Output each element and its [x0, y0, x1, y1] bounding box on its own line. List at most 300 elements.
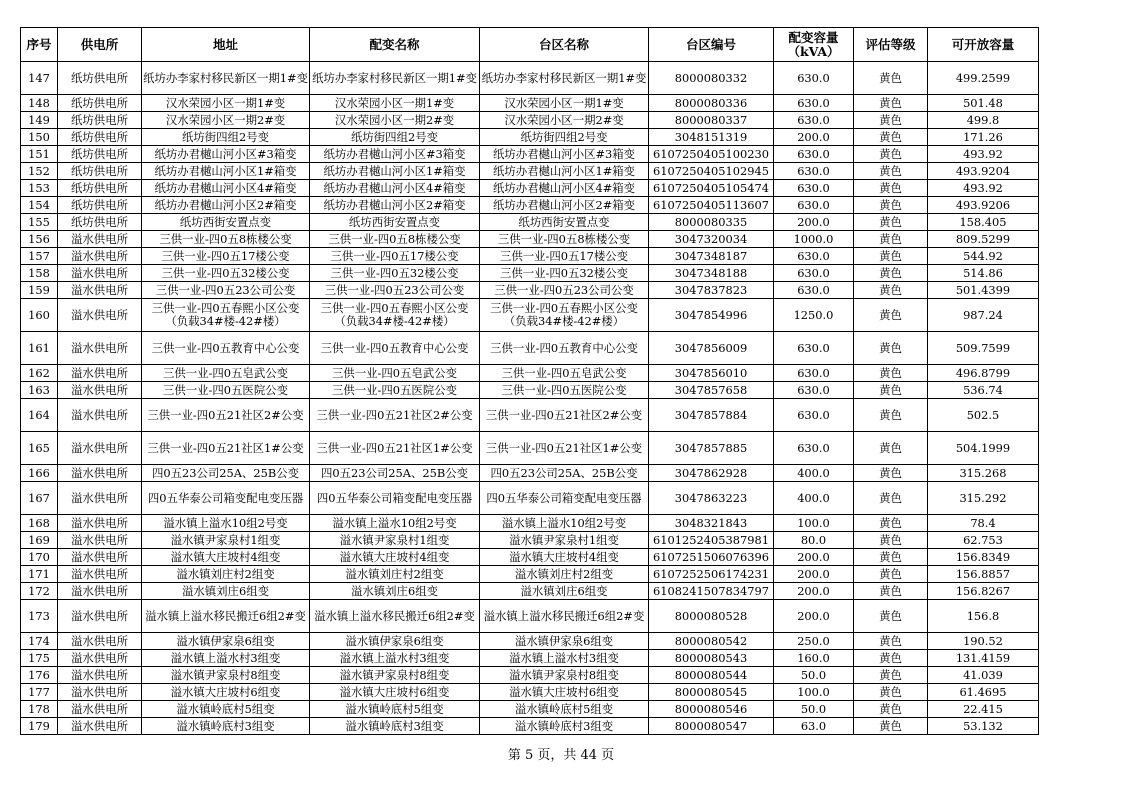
- cell-station: 溢水供电所: [58, 684, 142, 701]
- cell-station: 溢水供电所: [58, 566, 142, 583]
- table-row: [21, 566, 1039, 583]
- cell-level: 黄色: [854, 365, 928, 382]
- cell-code: 3048151319: [649, 129, 774, 146]
- cell-code: 8000080544: [649, 667, 774, 684]
- cell-address: 溢水镇岭底村5组变: [142, 701, 310, 718]
- cell-open: 131.4159: [928, 650, 1039, 667]
- header-station: 供电所: [58, 28, 142, 62]
- cell-no: 172: [21, 583, 58, 600]
- cell-no: 164: [21, 399, 58, 432]
- cell-capacity: 100.0: [774, 684, 854, 701]
- cell-open: 190.52: [928, 633, 1039, 650]
- cell-capacity: 630.0: [774, 399, 854, 432]
- cell-level: 黄色: [854, 633, 928, 650]
- cell-station: 纸坊供电所: [58, 214, 142, 231]
- table-row: [21, 299, 1039, 332]
- cell-address: 四0五华泰公司箱变配电变压器: [142, 482, 310, 515]
- cell-area: 三供一业-四0五8栋楼公变: [480, 231, 649, 248]
- cell-level: 黄色: [854, 583, 928, 600]
- cell-transformer: 溢水镇刘庄6组变: [310, 583, 480, 600]
- cell-transformer: 四0五23公司25A、25B公变: [310, 465, 480, 482]
- cell-code: 3047320034: [649, 231, 774, 248]
- cell-area: 纸坊办李家村移民新区一期1#变: [480, 62, 649, 95]
- cell-no: 159: [21, 282, 58, 299]
- header-address: 地址: [142, 28, 310, 62]
- header-open: 可开放容量: [928, 28, 1039, 62]
- cell-no: 177: [21, 684, 58, 701]
- table-row: [21, 532, 1039, 549]
- cell-no: 147: [21, 62, 58, 95]
- cell-code: 8000080545: [649, 684, 774, 701]
- cell-level: 黄色: [854, 282, 928, 299]
- cell-station: 溢水供电所: [58, 718, 142, 735]
- table-row: [21, 163, 1039, 180]
- cell-station: 溢水供电所: [58, 701, 142, 718]
- cell-level: 黄色: [854, 332, 928, 365]
- cell-area: 汉水荣园小区一期2#变: [480, 112, 649, 129]
- cell-capacity: 630.0: [774, 382, 854, 399]
- cell-code: 8000080546: [649, 701, 774, 718]
- cell-capacity: 630.0: [774, 282, 854, 299]
- cell-capacity: 630.0: [774, 146, 854, 163]
- cell-transformer: 三供一业-四0五春熙小区公变（负载34#楼-42#楼）: [310, 299, 480, 332]
- cell-code: 3047863223: [649, 482, 774, 515]
- capacity-table: [20, 27, 1039, 735]
- cell-area: 四0五华泰公司箱变配电变压器: [480, 482, 649, 515]
- cell-level: 黄色: [854, 566, 928, 583]
- cell-code: 3047857658: [649, 382, 774, 399]
- cell-address: 溢水镇上溢水村3组变: [142, 650, 310, 667]
- cell-level: 黄色: [854, 129, 928, 146]
- cell-station: 溢水供电所: [58, 633, 142, 650]
- cell-station: 溢水供电所: [58, 332, 142, 365]
- cell-address: 溢水镇尹家泉村1组变: [142, 532, 310, 549]
- cell-code: 8000080543: [649, 650, 774, 667]
- cell-address: 纸坊街四组2号变: [142, 129, 310, 146]
- cell-open: 41.039: [928, 667, 1039, 684]
- cell-station: 溢水供电所: [58, 365, 142, 382]
- cell-area: 溢水镇岭底村3组变: [480, 718, 649, 735]
- cell-transformer: 四0五华泰公司箱变配电变压器: [310, 482, 480, 515]
- table-row: [21, 650, 1039, 667]
- cell-transformer: 纸坊办君樾山河小区1#箱变: [310, 163, 480, 180]
- cell-code: 3048321843: [649, 515, 774, 532]
- cell-transformer: 溢水镇尹家泉村8组变: [310, 667, 480, 684]
- cell-transformer: 溢水镇伊家泉6组变: [310, 633, 480, 650]
- cell-transformer: 纸坊办君樾山河小区#3箱变: [310, 146, 480, 163]
- table-row: [21, 633, 1039, 650]
- cell-station: 纸坊供电所: [58, 146, 142, 163]
- table-row: [21, 112, 1039, 129]
- cell-code: 3047856010: [649, 365, 774, 382]
- cell-open: 156.8267: [928, 583, 1039, 600]
- cell-area: 溢水镇岭底村5组变: [480, 701, 649, 718]
- cell-capacity: 63.0: [774, 718, 854, 735]
- cell-capacity: 200.0: [774, 549, 854, 566]
- cell-station: 溢水供电所: [58, 465, 142, 482]
- cell-area: 纸坊西街安置点变: [480, 214, 649, 231]
- cell-transformer: 三供一业-四0五32楼公变: [310, 265, 480, 282]
- cell-open: 501.4399: [928, 282, 1039, 299]
- cell-no: 149: [21, 112, 58, 129]
- table-row: [21, 382, 1039, 399]
- cell-code: 8000080336: [649, 95, 774, 112]
- cell-capacity: 200.0: [774, 214, 854, 231]
- cell-no: 179: [21, 718, 58, 735]
- cell-station: 纸坊供电所: [58, 112, 142, 129]
- cell-code: 3047348188: [649, 265, 774, 282]
- cell-level: 黄色: [854, 163, 928, 180]
- cell-no: 162: [21, 365, 58, 382]
- cell-level: 黄色: [854, 650, 928, 667]
- cell-code: 3047857885: [649, 432, 774, 465]
- cell-no: 160: [21, 299, 58, 332]
- cell-station: 溢水供电所: [58, 515, 142, 532]
- cell-capacity: 630.0: [774, 197, 854, 214]
- cell-station: 纸坊供电所: [58, 62, 142, 95]
- cell-capacity: 630.0: [774, 180, 854, 197]
- cell-code: 6107250405113607: [649, 197, 774, 214]
- table-row: [21, 549, 1039, 566]
- cell-capacity: 100.0: [774, 515, 854, 532]
- cell-area: 溢水镇上溢水10组2号变: [480, 515, 649, 532]
- cell-level: 黄色: [854, 197, 928, 214]
- cell-level: 黄色: [854, 231, 928, 248]
- cell-area: 三供一业-四0五21社区1#公变: [480, 432, 649, 465]
- cell-code: 3047856009: [649, 332, 774, 365]
- cell-no: 158: [21, 265, 58, 282]
- cell-area: 纸坊办君樾山河小区2#箱变: [480, 197, 649, 214]
- cell-open: 62.753: [928, 532, 1039, 549]
- table-row: [21, 231, 1039, 248]
- cell-code: 6108241507834797: [649, 583, 774, 600]
- table-row: [21, 332, 1039, 365]
- cell-station: 溢水供电所: [58, 399, 142, 432]
- cell-level: 黄色: [854, 146, 928, 163]
- cell-area: 三供一业-四0五23公司公变: [480, 282, 649, 299]
- cell-transformer: 溢水镇上溢水10组2号变: [310, 515, 480, 532]
- cell-capacity: 200.0: [774, 566, 854, 583]
- cell-address: 纸坊办君樾山河小区1#箱变: [142, 163, 310, 180]
- cell-level: 黄色: [854, 515, 928, 532]
- cell-level: 黄色: [854, 399, 928, 432]
- cell-capacity: 630.0: [774, 112, 854, 129]
- cell-station: 溢水供电所: [58, 248, 142, 265]
- table-row: [21, 667, 1039, 684]
- table-row: [21, 197, 1039, 214]
- cell-open: 987.24: [928, 299, 1039, 332]
- table-row: [21, 95, 1039, 112]
- table-row: [21, 583, 1039, 600]
- cell-area: 纸坊街四组2号变: [480, 129, 649, 146]
- cell-transformer: 溢水镇尹家泉村1组变: [310, 532, 480, 549]
- cell-code: 3047837823: [649, 282, 774, 299]
- cell-no: 153: [21, 180, 58, 197]
- cell-station: 纸坊供电所: [58, 129, 142, 146]
- cell-open: 509.7599: [928, 332, 1039, 365]
- cell-transformer: 溢水镇岭底村3组变: [310, 718, 480, 735]
- cell-no: 169: [21, 532, 58, 549]
- cell-no: 167: [21, 482, 58, 515]
- cell-station: 溢水供电所: [58, 667, 142, 684]
- cell-no: 154: [21, 197, 58, 214]
- cell-area: 溢水镇尹家泉村8组变: [480, 667, 649, 684]
- cell-level: 黄色: [854, 701, 928, 718]
- cell-open: 61.4695: [928, 684, 1039, 701]
- cell-address: 溢水镇上溢水移民搬迁6组2#变: [142, 600, 310, 633]
- cell-capacity: 630.0: [774, 62, 854, 95]
- header-area: 台区名称: [480, 28, 649, 62]
- table-row: [21, 180, 1039, 197]
- cell-area: 纸坊办君樾山河小区1#箱变: [480, 163, 649, 180]
- header-transformer: 配变名称: [310, 28, 480, 62]
- table-header-row: [21, 28, 1039, 62]
- cell-capacity: 80.0: [774, 532, 854, 549]
- cell-open: 499.8: [928, 112, 1039, 129]
- cell-address: 三供一业-四0五32楼公变: [142, 265, 310, 282]
- cell-code: 8000080542: [649, 633, 774, 650]
- cell-no: 165: [21, 432, 58, 465]
- cell-transformer: 三供一业-四0五21社区2#公变: [310, 399, 480, 432]
- cell-no: 163: [21, 382, 58, 399]
- cell-capacity: 50.0: [774, 701, 854, 718]
- cell-open: 53.132: [928, 718, 1039, 735]
- cell-no: 174: [21, 633, 58, 650]
- cell-code: 6107252506174231: [649, 566, 774, 583]
- cell-open: 156.8857: [928, 566, 1039, 583]
- header-no: 序号: [21, 28, 58, 62]
- cell-area: 三供一业-四0五17楼公变: [480, 248, 649, 265]
- cell-transformer: 三供一业-四0五17楼公变: [310, 248, 480, 265]
- table-row: [21, 282, 1039, 299]
- cell-open: 493.9206: [928, 197, 1039, 214]
- cell-no: 173: [21, 600, 58, 633]
- cell-address: 四0五23公司25A、25B公变: [142, 465, 310, 482]
- cell-station: 溢水供电所: [58, 532, 142, 549]
- cell-capacity: 250.0: [774, 633, 854, 650]
- cell-code: 8000080547: [649, 718, 774, 735]
- cell-address: 汉水荣园小区一期1#变: [142, 95, 310, 112]
- table-row: [21, 265, 1039, 282]
- cell-area: 纸坊办君樾山河小区4#箱变: [480, 180, 649, 197]
- cell-area: 溢水镇刘庄村2组变: [480, 566, 649, 583]
- cell-transformer: 溢水镇刘庄村2组变: [310, 566, 480, 583]
- cell-capacity: 50.0: [774, 667, 854, 684]
- cell-capacity: 630.0: [774, 332, 854, 365]
- header-code: 台区编号: [649, 28, 774, 62]
- cell-capacity: 160.0: [774, 650, 854, 667]
- cell-level: 黄色: [854, 382, 928, 399]
- table-row: [21, 684, 1039, 701]
- cell-no: 178: [21, 701, 58, 718]
- cell-station: 溢水供电所: [58, 482, 142, 515]
- header-level: 评估等级: [854, 28, 928, 62]
- cell-open: 156.8: [928, 600, 1039, 633]
- cell-station: 纸坊供电所: [58, 180, 142, 197]
- cell-address: 纸坊办李家村移民新区一期1#变: [142, 62, 310, 95]
- cell-transformer: 溢水镇大庄坡村6组变: [310, 684, 480, 701]
- cell-transformer: 三供一业-四0五医院公变: [310, 382, 480, 399]
- cell-level: 黄色: [854, 265, 928, 282]
- cell-address: 溢水镇刘庄村2组变: [142, 566, 310, 583]
- cell-address: 三供一业-四0五23公司公变: [142, 282, 310, 299]
- cell-area: 溢水镇上溢水移民搬迁6组2#变: [480, 600, 649, 633]
- cell-station: 溢水供电所: [58, 265, 142, 282]
- cell-transformer: 溢水镇上溢水移民搬迁6组2#变: [310, 600, 480, 633]
- cell-open: 504.1999: [928, 432, 1039, 465]
- cell-transformer: 三供一业-四0五23公司公变: [310, 282, 480, 299]
- cell-capacity: 1000.0: [774, 231, 854, 248]
- cell-address: 纸坊办君樾山河小区#3箱变: [142, 146, 310, 163]
- cell-open: 501.48: [928, 95, 1039, 112]
- cell-level: 黄色: [854, 432, 928, 465]
- cell-address: 三供一业-四0五医院公变: [142, 382, 310, 399]
- cell-address: 汉水荣园小区一期2#变: [142, 112, 310, 129]
- cell-open: 499.2599: [928, 62, 1039, 95]
- cell-capacity: 630.0: [774, 95, 854, 112]
- cell-code: 3047854996: [649, 299, 774, 332]
- table-row: [21, 718, 1039, 735]
- cell-level: 黄色: [854, 684, 928, 701]
- cell-open: 158.405: [928, 214, 1039, 231]
- header-capacity: 配变容量 （kVA）: [774, 28, 854, 62]
- cell-level: 黄色: [854, 482, 928, 515]
- cell-transformer: 汉水荣园小区一期1#变: [310, 95, 480, 112]
- cell-station: 纸坊供电所: [58, 197, 142, 214]
- cell-transformer: 三供一业-四0五8栋楼公变: [310, 231, 480, 248]
- cell-area: 四0五23公司25A、25B公变: [480, 465, 649, 482]
- cell-address: 纸坊办君樾山河小区4#箱变: [142, 180, 310, 197]
- cell-address: 三供一业-四0五皂武公变: [142, 365, 310, 382]
- cell-level: 黄色: [854, 718, 928, 735]
- cell-area: 溢水镇大庄坡村6组变: [480, 684, 649, 701]
- cell-area: 三供一业-四0五教育中心公变: [480, 332, 649, 365]
- cell-code: 6107251506076396: [649, 549, 774, 566]
- cell-no: 168: [21, 515, 58, 532]
- cell-open: 156.8349: [928, 549, 1039, 566]
- cell-open: 809.5299: [928, 231, 1039, 248]
- cell-level: 黄色: [854, 180, 928, 197]
- cell-no: 171: [21, 566, 58, 583]
- cell-level: 黄色: [854, 62, 928, 95]
- cell-code: 6101252405387981: [649, 532, 774, 549]
- cell-station: 溢水供电所: [58, 432, 142, 465]
- cell-capacity: 630.0: [774, 365, 854, 382]
- cell-open: 315.292: [928, 482, 1039, 515]
- cell-area: 三供一业-四0五21社区2#公变: [480, 399, 649, 432]
- table-row: [21, 432, 1039, 465]
- cell-code: 6107250405102945: [649, 163, 774, 180]
- cell-code: 3047348187: [649, 248, 774, 265]
- cell-station: 溢水供电所: [58, 650, 142, 667]
- cell-area: 三供一业-四0五32楼公变: [480, 265, 649, 282]
- cell-capacity: 200.0: [774, 600, 854, 633]
- cell-transformer: 纸坊办李家村移民新区一期1#变: [310, 62, 480, 95]
- cell-no: 175: [21, 650, 58, 667]
- cell-area: 溢水镇刘庄6组变: [480, 583, 649, 600]
- table-row: [21, 465, 1039, 482]
- cell-station: 溢水供电所: [58, 583, 142, 600]
- cell-address: 溢水镇伊家泉6组变: [142, 633, 310, 650]
- cell-address: 三供一业-四0五8栋楼公变: [142, 231, 310, 248]
- cell-capacity: 630.0: [774, 248, 854, 265]
- cell-transformer: 三供一业-四0五皂武公变: [310, 365, 480, 382]
- cell-station: 溢水供电所: [58, 382, 142, 399]
- cell-open: 493.9204: [928, 163, 1039, 180]
- cell-capacity: 630.0: [774, 432, 854, 465]
- table-row: [21, 214, 1039, 231]
- cell-transformer: 纸坊办君樾山河小区4#箱变: [310, 180, 480, 197]
- cell-area: 纸坊办君樾山河小区#3箱变: [480, 146, 649, 163]
- cell-capacity: 400.0: [774, 465, 854, 482]
- cell-level: 黄色: [854, 600, 928, 633]
- cell-level: 黄色: [854, 214, 928, 231]
- cell-no: 176: [21, 667, 58, 684]
- cell-no: 170: [21, 549, 58, 566]
- cell-code: 8000080337: [649, 112, 774, 129]
- table-row: [21, 248, 1039, 265]
- cell-area: 三供一业-四0五春熙小区公变（负载34#楼-42#楼）: [480, 299, 649, 332]
- cell-station: 溢水供电所: [58, 231, 142, 248]
- cell-address: 溢水镇上溢水10组2号变: [142, 515, 310, 532]
- cell-capacity: 200.0: [774, 129, 854, 146]
- cell-code: 8000080528: [649, 600, 774, 633]
- table-row: [21, 701, 1039, 718]
- cell-area: 溢水镇大庄坡村4组变: [480, 549, 649, 566]
- cell-no: 152: [21, 163, 58, 180]
- page-footer: 第 5 页，共 44 页: [507, 748, 615, 763]
- cell-level: 黄色: [854, 532, 928, 549]
- cell-code: 3047857884: [649, 399, 774, 432]
- cell-transformer: 溢水镇上溢水村3组变: [310, 650, 480, 667]
- cell-capacity: 200.0: [774, 583, 854, 600]
- cell-station: 溢水供电所: [58, 600, 142, 633]
- cell-address: 三供一业-四0五21社区2#公变: [142, 399, 310, 432]
- cell-station: 溢水供电所: [58, 282, 142, 299]
- cell-no: 161: [21, 332, 58, 365]
- cell-open: 493.92: [928, 180, 1039, 197]
- cell-station: 溢水供电所: [58, 299, 142, 332]
- cell-station: 溢水供电所: [58, 549, 142, 566]
- cell-capacity: 630.0: [774, 265, 854, 282]
- cell-transformer: 溢水镇岭底村5组变: [310, 701, 480, 718]
- cell-transformer: 溢水镇大庄坡村4组变: [310, 549, 480, 566]
- table-row: [21, 365, 1039, 382]
- table-row: [21, 129, 1039, 146]
- cell-transformer: 纸坊西街安置点变: [310, 214, 480, 231]
- cell-transformer: 汉水荣园小区一期2#变: [310, 112, 480, 129]
- cell-no: 156: [21, 231, 58, 248]
- table-row: [21, 399, 1039, 432]
- cell-open: 493.92: [928, 146, 1039, 163]
- cell-level: 黄色: [854, 95, 928, 112]
- cell-open: 536.74: [928, 382, 1039, 399]
- cell-no: 151: [21, 146, 58, 163]
- cell-open: 514.86: [928, 265, 1039, 282]
- cell-transformer: 纸坊办君樾山河小区2#箱变: [310, 197, 480, 214]
- cell-area: 溢水镇上溢水村3组变: [480, 650, 649, 667]
- cell-no: 155: [21, 214, 58, 231]
- cell-open: 496.8799: [928, 365, 1039, 382]
- cell-code: 8000080335: [649, 214, 774, 231]
- cell-no: 166: [21, 465, 58, 482]
- cell-level: 黄色: [854, 549, 928, 566]
- cell-area: 溢水镇伊家泉6组变: [480, 633, 649, 650]
- cell-address: 纸坊办君樾山河小区2#箱变: [142, 197, 310, 214]
- cell-open: 22.415: [928, 701, 1039, 718]
- table-row: [21, 62, 1039, 95]
- cell-open: 544.92: [928, 248, 1039, 265]
